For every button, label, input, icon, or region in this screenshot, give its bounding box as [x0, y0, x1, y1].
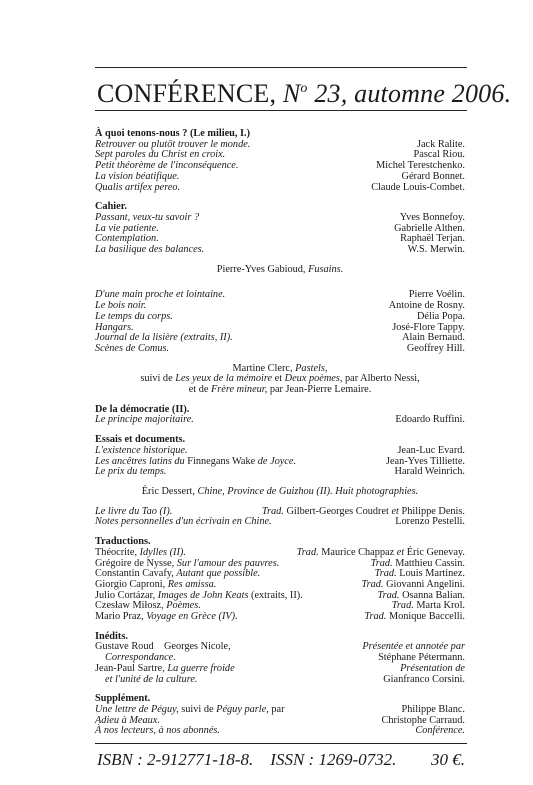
- list-item: Contemplation. Raphaël Terjan.: [95, 233, 465, 245]
- list-item: Petit théorème de l'inconséquence. Michel Terestchenko.: [95, 160, 465, 172]
- list-item: Czesław Miłosz, Poèmes. Trad. Marta Krol.: [95, 600, 465, 612]
- list-item: Julio Cortázar, Images de John Keats (extraits, II). Trad. Osanna Balian.: [95, 589, 465, 601]
- list-item: Le bois noir. Antoine de Rosny.: [95, 300, 465, 312]
- section-supplement: [95, 694, 465, 737]
- issue-number: 23, automne 2006.: [314, 79, 512, 108]
- footer-rule: [95, 743, 467, 744]
- list-item: Mario Praz, Voyage en Grèce (IV). Trad. Monique Baccelli.: [95, 611, 465, 623]
- list-item: Hangars. José-Flore Tappy.: [95, 321, 465, 333]
- list-item: Constantin Cavafy, Autant que possible. Trad. Louis Martinez.: [95, 568, 465, 580]
- section-cahier: [95, 202, 465, 256]
- list-item: et l'unité de la culture. Gianfranco Corsini.: [105, 673, 465, 685]
- list-item: Qualis artifex pereo. Claude Louis-Combet.: [95, 181, 465, 193]
- section-milieu: [95, 129, 465, 193]
- isbn: ISBN : 2-912771-18-8.: [97, 750, 254, 769]
- section-democratie: [95, 405, 465, 426]
- list-item: La basilique des balances. W.S. Merwin.: [95, 244, 465, 256]
- footer: [97, 750, 465, 770]
- list-item: Une lettre de Péguy, suivi de Péguy parle, par Philippe Blanc.: [95, 703, 465, 715]
- list-item: La vie patiente. Gabrielle Althen.: [95, 222, 465, 234]
- list-item: Le principe majoritaire. Edoardo Ruffini.: [95, 414, 465, 426]
- section-title: De la démocratie (II).: [95, 403, 190, 415]
- clerc-block: Martine Clerc, Pastels, suivi de Les yeux de la mémoire et Deux poèmes, par Alberto Nessi, et de Frère mineur, par Jean-Pierre Lemaire.: [140, 362, 420, 396]
- list-item: Journal de la lisière (extraits, II). Alain Bernaud.: [95, 332, 465, 344]
- masthead-rule: [95, 110, 467, 111]
- masthead: [97, 74, 512, 109]
- section-title: À quoi tenons-nous ? (Le milieu, I.): [95, 128, 251, 139]
- list-item: Le prix du temps. Harald Weinrich.: [95, 466, 465, 478]
- section-inedits: [95, 632, 465, 686]
- list-item: Adieu à Meaux. Christophe Carraud.: [95, 714, 465, 726]
- section-essais: [95, 435, 465, 478]
- list-item: À nos lecteurs, à nos abonnés. Conférence.: [95, 725, 465, 737]
- list-item: Sept paroles du Christ en croix. Pascal Riou.: [95, 149, 465, 161]
- list-item: Le temps du corps. Délia Popa.: [95, 310, 465, 322]
- list-item: Scènes de Comus. Geoffrey Hill.: [95, 342, 465, 354]
- list-item: D'une main proche et lointaine. Pierre Voélin.: [95, 289, 465, 301]
- section-traductions: [95, 537, 465, 623]
- section-title: Essais et documents.: [95, 434, 186, 446]
- list-item: Notes personnelles d'un écrivain en Chine. Lorenzo Pestelli.: [95, 516, 465, 528]
- section-title: Inédits.: [95, 630, 128, 642]
- section-title: Traductions.: [95, 536, 151, 548]
- section-title: Cahier.: [95, 201, 127, 213]
- dessert-line: Éric Dessert, Chine, Province de Guizhou (II). Huit photographies.: [141, 485, 419, 497]
- price: 30 €.: [431, 750, 465, 769]
- section-poems: [95, 290, 465, 354]
- table-of-contents: [95, 129, 465, 737]
- list-item: Retrouver ou plutôt trouver le monde. Jack Ralite.: [95, 138, 465, 150]
- list-item: Giorgio Caproni, Res amissa. Trad. Giovanni Angelini.: [95, 578, 465, 590]
- list-item: Jean-Paul Sartre, La guerre froide Présentation de: [95, 662, 465, 674]
- issue-prefix: $N^o$: [282, 79, 308, 108]
- list-item: La vision béatifique. Gérard Bonnet.: [95, 170, 465, 182]
- section-tao: [95, 507, 465, 528]
- section-title: Supplément.: [95, 693, 151, 705]
- list-item: Le livre du Tao (I). Trad. Gilbert-Georges Coudret et Philippe Denis.: [95, 505, 465, 517]
- gabioud-line: Pierre-Yves Gabioud, Fusains.: [216, 263, 344, 275]
- list-item: Passant, veux-tu savoir ? Yves Bonnefoy.: [95, 211, 465, 223]
- journal-name: CONFÉRENCE,: [97, 79, 277, 108]
- issn: ISSN : 1269-0732.: [270, 750, 397, 769]
- list-item: Correspondance. Stéphane Pétermann.: [105, 652, 465, 664]
- list-item: Théocrite, Idylles (II). Trad. Maurice Chappaz et Éric Genevay.: [95, 546, 465, 558]
- list-item: L'existence historique. Jean-Luc Evard.: [95, 444, 465, 456]
- list-item: Gustave Roud Georges Nicole, Présentée et annotée par: [95, 641, 465, 653]
- list-item: Grégoire de Nysse, Sur l'amour des pauvres. Trad. Matthieu Cassin.: [95, 557, 465, 569]
- list-item: Les ancêtres latins du Finnegans Wake de Joyce. Jean-Yves Tilliette.: [95, 455, 465, 467]
- top-rule: [95, 67, 467, 68]
